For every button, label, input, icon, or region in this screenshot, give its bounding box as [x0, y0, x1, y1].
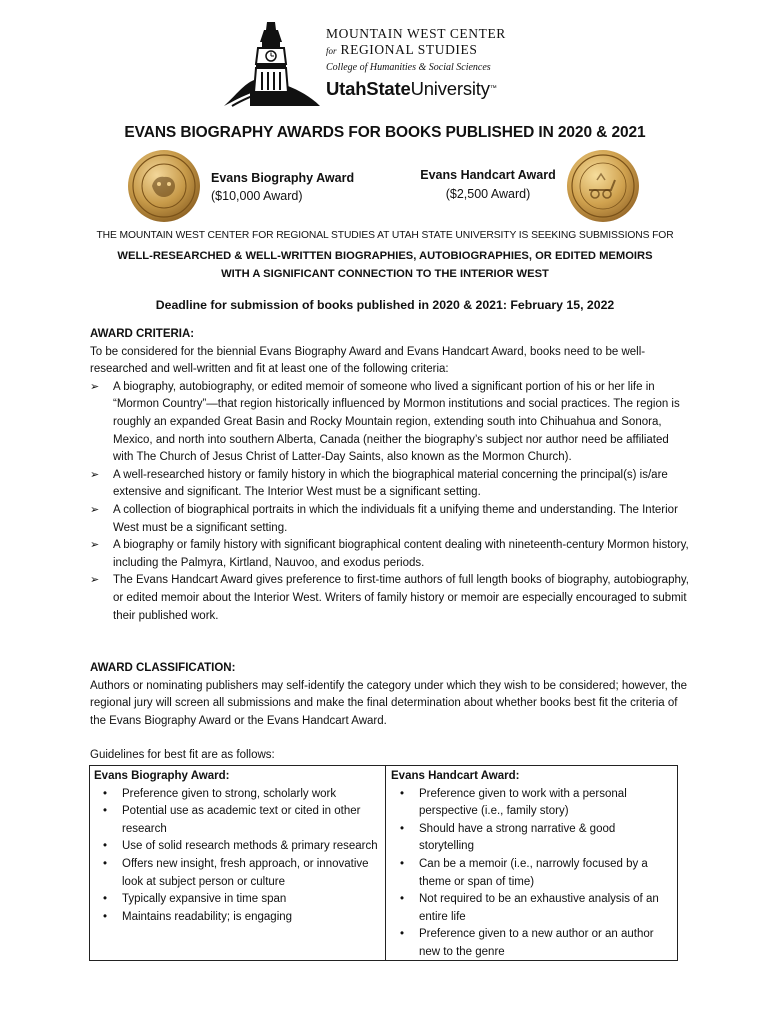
mwc-usu-logo — [222, 20, 522, 110]
handcart-guidelines-column — [391, 768, 671, 962]
bullet-icon: • — [400, 893, 405, 906]
seeking-bold-line-2: WITH A SIGNIFICANT CONNECTION TO THE INTERIOR WEST — [221, 268, 549, 280]
guideline-text: Typically expansive in time span — [122, 893, 287, 906]
bullet-icon: • — [103, 893, 108, 906]
handcart-award-block — [418, 168, 558, 201]
logo-usu — [326, 76, 526, 102]
page-title: EVANS BIOGRAPHY AWARDS FOR BOOKS PUBLISHED IN 2020 & 2021 — [124, 124, 646, 141]
list-item — [391, 856, 671, 891]
handcart-guidelines-heading: Evans Handcart Award: — [391, 770, 520, 782]
handcart-award-name: Evans Handcart Award — [420, 168, 556, 182]
guideline-text: Use of solid research methods & primary research — [122, 840, 378, 853]
guideline-text: Not required to be an exhaustive analysis of an entire life — [419, 893, 659, 923]
list-item — [90, 379, 690, 467]
arrow-bullet-icon: ➢ — [90, 380, 100, 393]
table-divider — [385, 766, 386, 960]
criteria-item-text: A biography or family history with significant biographical content dealing with nineteenth-century Mormon history, including the Palmyra, Kirtland, Nauvoo, and exodus periods. — [113, 539, 689, 569]
bullet-icon: • — [103, 910, 108, 923]
list-item — [391, 821, 671, 856]
list-item — [90, 537, 690, 572]
bullet-icon: • — [400, 787, 405, 800]
list-item — [94, 891, 380, 909]
bullet-icon: • — [103, 787, 108, 800]
list-item — [391, 891, 671, 926]
handcart-guidelines-list — [391, 786, 671, 962]
guideline-text: Preference given to strong, scholarly work — [122, 787, 337, 800]
list-item — [94, 909, 380, 927]
list-item — [94, 803, 380, 838]
arrow-bullet-icon: ➢ — [90, 468, 100, 481]
guideline-text: Preference given to work with a personal perspective (i.e., family story) — [419, 787, 627, 818]
list-item — [90, 572, 690, 625]
classification-heading: AWARD CLASSIFICATION: — [90, 662, 236, 674]
handcart-award-amount: ($2,500 Award) — [445, 187, 531, 201]
deadline: Deadline for submission of books published in 2020 & 2021: February 15, 2022 — [155, 298, 615, 312]
list-item — [90, 502, 690, 537]
seeking-bold — [0, 247, 770, 283]
classification-body: Authors or nominating publishers may self-identify the category under which they wish to be considered; however, the regional jury will screen all submissions and make the final determination about whether books best fit the criteria of the Evans Biography Award or the Evans Handcart Award. — [90, 679, 688, 727]
guideline-text: Offers new insight, fresh approach, or innovative look at subject person or culture — [122, 857, 369, 888]
criteria-item-text: The Evans Handcart Award gives preference to first-time authors of full length books of biography, autobiography, or edited memoir about the Interior West. Writers of family history or memoir are especially encouraged to submit their published work. — [113, 574, 689, 622]
guideline-text: Maintains readability; is engaging — [122, 910, 293, 923]
logo-usu-rest: University — [410, 78, 490, 99]
criteria-item-text: A biography, autobiography, or edited memoir of someone who lived a significant portion of his or her life in “Mormon Country”—that region historically influenced by Mormon institutions and social practices. The region is roughly an expanded Great Basin and Rocky Mountain region, extending south into Chihuahua and Sonora, Mexico, and north into southern Alberta, Canada (neither the biography’s subject nor author need be affiliated with The Church of Jesus Christ of Latter-Day Saints, also known as the Mormon Church). — [113, 380, 680, 464]
logo-college: College of Humanities & Social Sciences — [326, 62, 491, 73]
list-item — [90, 467, 690, 502]
bullet-icon: • — [400, 857, 405, 870]
list-item — [391, 926, 671, 961]
tower-logo-icon — [222, 20, 322, 108]
biography-award-amount: ($10,000 Award) — [211, 189, 303, 203]
bullet-icon: • — [103, 805, 108, 818]
logo-usu-bold: UtahState — [326, 78, 411, 99]
seeking-line: THE MOUNTAIN WEST CENTER FOR REGIONAL STUDIES AT UTAH STATE UNIVERSITY IS SEEKING SUBMISSIONS FOR — [96, 230, 674, 241]
logo-regional-studies: REGIONAL STUDIES — [340, 42, 478, 57]
seeking-bold-line-1: WELL-RESEARCHED & WELL-WRITTEN BIOGRAPHIES, AUTOBIOGRAPHIES, OR EDITED MEMOIRS — [117, 250, 653, 262]
bullet-icon: • — [103, 857, 108, 870]
guideline-text: Potential use as academic text or cited in other research — [122, 805, 361, 835]
handcart-award-medal-icon — [567, 150, 639, 222]
award-criteria-section — [90, 326, 690, 625]
logo-for: for — [326, 46, 337, 56]
biography-guidelines-list — [94, 786, 380, 927]
guideline-text: Can be a memoir (i.e., narrowly focused by a theme or span of time) — [419, 857, 648, 888]
biography-guidelines-heading: Evans Biography Award: — [94, 770, 230, 782]
criteria-heading: AWARD CRITERIA: — [90, 328, 195, 340]
list-item — [94, 838, 380, 856]
biography-award-block — [211, 171, 354, 203]
arrow-bullet-icon: ➢ — [90, 539, 100, 552]
bullet-icon: • — [103, 840, 108, 853]
list-item — [94, 856, 380, 891]
criteria-item-text: A well-researched history or family history in which the biographical material concerning the principal(s) is/are extensive and significant. The Interior West must be a significant setting. — [113, 468, 668, 499]
guidelines-intro: Guidelines for best fit are as follows: — [90, 749, 275, 762]
criteria-list — [90, 379, 690, 625]
logo-line-2 — [326, 41, 526, 60]
list-item — [391, 786, 671, 821]
criteria-intro: To be considered for the biennial Evans Biography Award and Evans Handcart Award, books need to be well-researched and well-written and fit at least one of the following criteria: — [90, 345, 646, 376]
list-item — [94, 786, 380, 804]
biography-award-name: Evans Biography Award — [211, 171, 355, 185]
bullet-icon: • — [400, 822, 405, 835]
bullet-icon: • — [400, 928, 405, 941]
biography-guidelines-column — [94, 768, 380, 926]
logo-tm: ™ — [489, 85, 497, 92]
guidelines-table — [89, 765, 678, 961]
criteria-item-text: A collection of biographical portraits in which the individuals fit a unifying theme and understanding. The Interior West must be a significant setting. — [113, 503, 678, 534]
arrow-bullet-icon: ➢ — [90, 503, 100, 516]
arrow-bullet-icon: ➢ — [90, 574, 100, 587]
guideline-text: Preference given to a new author or an author new to the genre — [419, 928, 654, 958]
award-classification-section — [90, 660, 690, 765]
logo-line-1: MOUNTAIN WEST CENTER — [326, 26, 506, 41]
biography-award-medal-icon — [128, 150, 200, 222]
guideline-text: Should have a strong narrative & good storytelling — [419, 822, 616, 853]
